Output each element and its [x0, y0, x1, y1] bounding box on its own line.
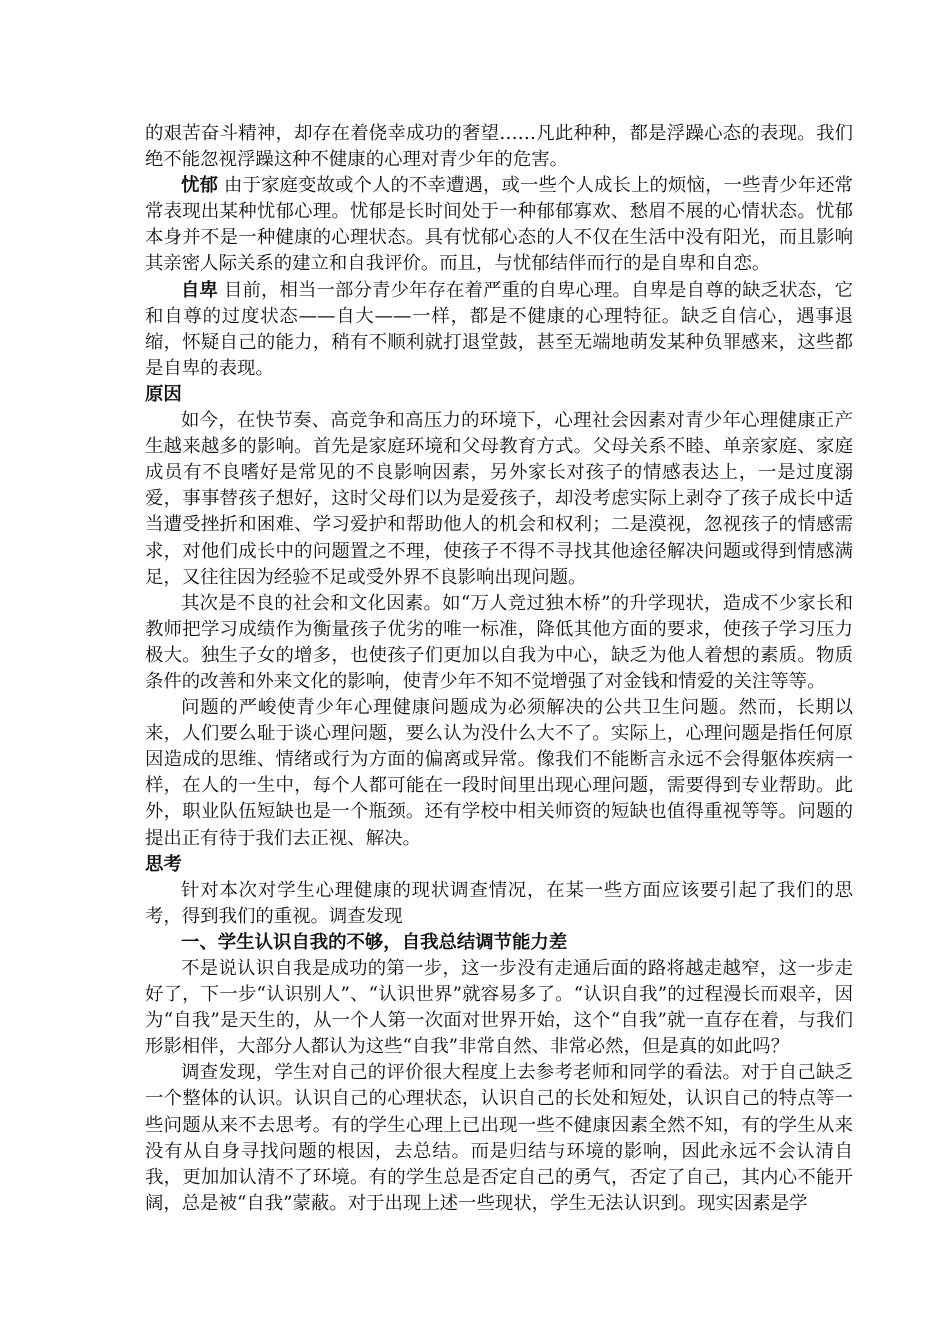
youyu-text: 由于家庭变故或个人的不幸遭遇，或一些个人成长上的烦恼，一些青少年还常常表现出某种忧郁心理。忧郁是长时间处于一种郁郁寡欢、愁眉不展的心情状态。忧郁本身并不是一种健康的心理状态。具有忧郁心态的人不仅在生活中没有阳光，而且影响其亲密人际关系的建立和自我评价。而且，与忧郁结伴而行的是自卑和自恋。 — [145, 175, 853, 275]
think-paragraph-1: 针对本次对学生心理健康的现状调查情况，在某一些方面应该要引起了我们的思考，得到我们的重视。调查发现 — [145, 879, 853, 927]
cause-paragraph-3: 问题的严峻使青少年心理健康问题成为必须解决的公共卫生问题。然而，长期以来，人们要么耻于谈心理问题，要么认为没什么大不了。实际上，心理问题是指任何原因造成的思维、情绪或行为方面的偏离或异常。像我们不能断言永远不会得躯体疾病一样，在人的一生中，每个人都可能在一段时间里出现心理问题，需要得到专业帮助。此外，职业队伍短缺也是一个瓶颈。还有学校中相关师资的短缺也值得重视等等。问题的提出正有待于我们去正视、解决。 — [145, 697, 853, 849]
youyu-paragraph — [145, 173, 853, 277]
cause-paragraph-1: 如今，在快节奏、高竞争和高压力的环境下，心理社会因素对青少年心理健康正产生越来越多的影响。首先是家庭环境和父母教育方式。父母关系不睦、单亲家庭、家庭成员有不良嗜好是常见的不良影响因素，另外家长对孩子的情感表达上，一是过度溺爱，事事替孩子想好，这时父母们以为是爱孩子，却没考虑实际上剥夺了孩子成长中适当遭受挫折和困难、学习爱护和帮助他人的机会和权利；二是漠视，忽视孩子的情感需求，对他们成长中的问题置之不理，使孩子不得不寻找其他途径解决问题或得到情感满足，又往往因为经验不足或受外界不良影响出现问题。 — [145, 410, 853, 588]
zibei-term: 自卑 — [181, 279, 219, 301]
self-paragraph-1: 不是说认识自我是成功的第一步，这一步没有走通后面的路将越走越窄，这一步走好了，下一步“认识别人”、“认识世界”就容易多了。“认识自我”的过程漫长而艰辛，因为“自我”是天生的，从一个人第一次面对世界开始，这个“自我”就一直存在着，与我们形影相伴，大部分人都认为这些“自我”非常自然、非常必然，但是真的如此吗？ — [145, 958, 853, 1058]
self-paragraph-2: 调查发现，学生对自己的评价很大程度上去参考老师和同学的看法。对于自己缺乏一个整体的认识。认识自己的心理状态，认识自己的长处和短处，认识自己的特点等一些问题从来不去思考。有的学生心理上已出现一些不健康因素全然不知，有的学生从来没有从自身寻找问题的根因，去总结。而是归结与环境的影响，因此永远不会认清自我，更加加认清不了环境。有的学生总是否定自己的勇气，否定了自己，其内心不能开阔，总是被“自我”蒙蔽。对于出现上述一些现状，学生无法认识到。现实因素是学 — [145, 1062, 853, 1214]
zibei-paragraph — [145, 278, 853, 382]
section-heading-cause: 原因 — [145, 383, 182, 405]
youyu-term: 忧郁 — [181, 175, 219, 197]
intro-paragraph: 的艰苦奋斗精神，却存在着侥幸成功的奢望……凡此种种，都是浮躁心态的表现。我们绝不能忽视浮躁这种不健康的心理对青少年的危害。 — [145, 123, 853, 171]
zibei-text: 目前，相当一部分青少年存在着严重的自卑心理。自卑是自尊的缺乏状态，它和自尊的过度状态——自大——一样，都是不健康的心理特征。缺乏自信心，遇事退缩，怀疑自己的能力，稍有不顺利就打退堂鼓，甚至无端地萌发某种负罪感来，这些都是自卑的表现。 — [145, 279, 853, 379]
cause-paragraph-2: 其次是不良的社会和文化因素。如“万人竞过独木桥”的升学现状，造成不少家长和教师把学习成绩作为衡量孩子优劣的唯一标准，降低其他方面的要求，使孩子学习压力极大。独生子女的增多，也使孩子们更加以自我为中心，缺乏为他人着想的素质。物质条件的改善和外来文化的影响，使青少年不知不觉增强了对金钱和情爱的关注等等。 — [145, 592, 853, 692]
subheading-self-awareness: 一、学生认识自我的不够，自我总结调节能力差 — [181, 931, 568, 953]
document-page — [145, 121, 853, 1217]
section-heading-think: 思考 — [145, 853, 182, 875]
